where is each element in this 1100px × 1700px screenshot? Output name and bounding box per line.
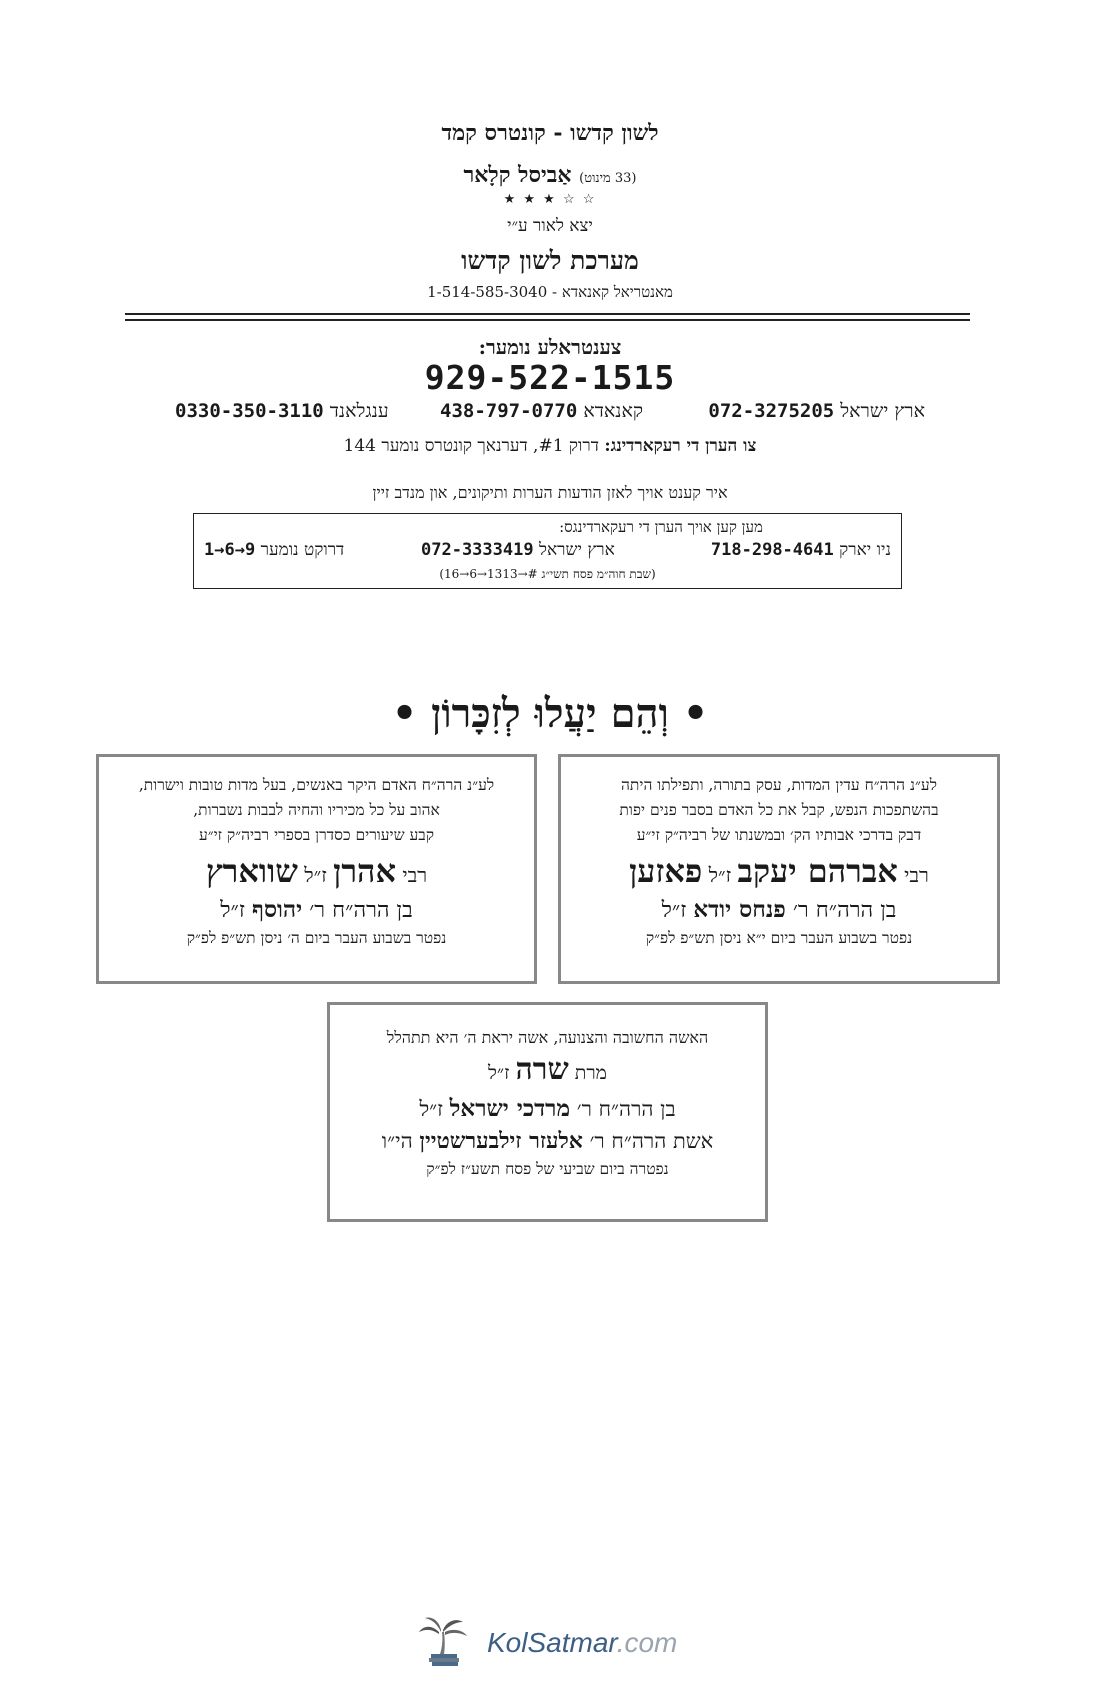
booklet-name: אַביסל קלָאר <box>463 162 572 188</box>
region-name: קאנאדא <box>583 400 644 422</box>
duration: (33 מינוט) <box>579 171 637 186</box>
recording-phone: 718-298-4641 <box>710 540 834 560</box>
logo-brand: KolSatmar <box>487 1627 617 1658</box>
surname: שווארץ <box>205 852 298 890</box>
husband-name: אלעזר זילבערשטיין <box>419 1128 583 1154</box>
deceased-name <box>330 1052 765 1087</box>
date-of-passing: נפטר בשבוע העבר ביום י״א ניסן תש״פ לפ״ק <box>645 929 913 947</box>
region-name: ארץ ישראל <box>840 400 925 422</box>
honorific: ז״ל <box>708 863 732 887</box>
first-name: אהרן <box>333 852 396 890</box>
region-phone: 0330-350-3110 <box>175 400 324 422</box>
first-name: אברהם יעקב <box>737 852 898 890</box>
tribute-line: דבק בדרכי אבותיו הק׳ ובמשנתו של רביה״ק זי״ע <box>636 826 922 844</box>
father-line <box>561 896 997 923</box>
region-name: ענגלאנד <box>329 400 389 422</box>
first-name: שרה <box>515 1052 569 1087</box>
recording-label: צו הערן די רעקארדינג: <box>604 436 757 456</box>
recording-text: דרוק #1, דערנאך קונטרס נומער 144 <box>343 436 599 456</box>
kolsatmar-logo[interactable] <box>417 1610 697 1670</box>
recordings-box <box>193 513 902 589</box>
honorific: ז״ל <box>220 898 246 923</box>
date-of-passing: נפטרה ביום שביעי של פסח תשע״ז לפ״ק <box>426 1160 669 1178</box>
publisher-name: מערכת לשון קדשו <box>461 246 639 275</box>
recordings-row <box>204 540 891 566</box>
logo-text <box>487 1627 677 1659</box>
father-line <box>99 896 534 923</box>
palm-tree-books-logo-icon <box>417 1610 477 1670</box>
memorial-box-right <box>558 754 1000 984</box>
region-phone: 438-797-0770 <box>440 400 578 422</box>
honorific: ז״ל <box>488 1062 510 1084</box>
booklet-title: לשון קדשו - קונטרס קמד <box>441 120 659 146</box>
honorific: ז״ל <box>304 863 327 887</box>
recording-instructions <box>0 436 1100 456</box>
regional-numbers <box>175 400 925 428</box>
name-prefix: רבי <box>402 863 428 887</box>
notes-text: איר קענט אויך לאזן הודעות הערות ותיקונים, און מנדב זיין <box>372 483 728 502</box>
booklet-subtitle <box>0 162 1100 188</box>
recording-dial-sequence <box>204 540 344 560</box>
husband-line <box>330 1128 765 1154</box>
recordings-box-title: מען קען אויך הערן די רעקארדינגס: <box>559 518 763 536</box>
central-phone-number: 929-522-1515 <box>424 358 676 397</box>
father-line <box>330 1095 765 1122</box>
region-israel <box>708 400 925 423</box>
father-prefix: בן הרה״ח ר׳ <box>792 898 897 923</box>
central-number-label: צענטראלע נומער: <box>478 335 622 359</box>
region-canada <box>440 400 643 423</box>
divider <box>125 313 970 315</box>
recording-new-york <box>711 540 891 560</box>
tribute-line: בהשתפכות הנפש, קבל את כל האדם בסבר פנים יפות <box>619 801 939 819</box>
recording-location: ארץ ישראל <box>539 540 615 560</box>
surname: פאזען <box>629 852 703 890</box>
memorial-title: • וְהֵם יַעֲלוּ לְזִכָּרוֹן • <box>391 690 709 737</box>
dial-sequence: 9→6→1 <box>204 540 256 560</box>
memorial-box-bottom <box>327 1002 768 1222</box>
deceased-name <box>99 852 534 890</box>
date-of-passing: נפטר בשבוע העבר ביום ה׳ ניסן תש״פ לפ״ק <box>186 929 447 947</box>
father-name: מרדכי ישראל <box>449 1095 571 1122</box>
honorific: הי״ו <box>381 1129 413 1153</box>
honorific: ז״ל <box>661 898 687 923</box>
publisher-contact: מאנטריאל קאנאדא - 1-514-585-3040 <box>427 283 673 301</box>
tribute-line: קבע שיעורים כסדרן בספרי רביה״ק זי״ע <box>198 826 435 844</box>
name-prefix: מרת <box>574 1062 607 1084</box>
father-prefix: בן הרה״ח ר׳ <box>576 1097 676 1121</box>
father-name: יהוסף <box>252 896 303 923</box>
recording-israel <box>421 540 615 560</box>
tribute-line: האשה החשובה והצנועה, אשה יראת ה׳ היא תתהלל <box>386 1028 709 1047</box>
tribute-line: אהוב על כל מכיריו והחיה לבבות נשברות, <box>193 801 440 819</box>
father-prefix: בן הרה״ח ר׳ <box>309 898 413 923</box>
husband-prefix: אשת הרה״ח ר׳ <box>589 1129 714 1153</box>
region-phone: 072-3275205 <box>708 400 835 422</box>
rating-stars: ★ ★ ★ ☆ ☆ <box>503 192 597 207</box>
publisher-label: יצא לאור ע״י <box>507 216 593 236</box>
tribute-line: לע״נ הרה״ח עדין המדות, עסק בתורה, ותפילתו היתה <box>621 776 937 794</box>
recordings-note: (שבת חוה״מ פסח תשי״ג #→1313→6→16) <box>439 567 656 581</box>
dial-label: דרוקט נומער <box>260 540 345 560</box>
honorific: ז״ל <box>419 1097 443 1121</box>
region-england <box>175 400 389 423</box>
father-name: פנחס יודא <box>693 896 786 923</box>
memorial-box-left <box>96 754 537 984</box>
recording-phone: 072-3333419 <box>421 540 534 560</box>
recording-location: ניו יארק <box>839 540 891 560</box>
name-prefix: רבי <box>904 863 929 887</box>
tribute-line: לע״נ הרה״ח האדם היקר באנשים, בעל מדות טובות וישרות, <box>138 776 495 794</box>
divider <box>125 319 970 321</box>
logo-domain: .com <box>616 1627 678 1658</box>
deceased-name <box>561 852 997 890</box>
